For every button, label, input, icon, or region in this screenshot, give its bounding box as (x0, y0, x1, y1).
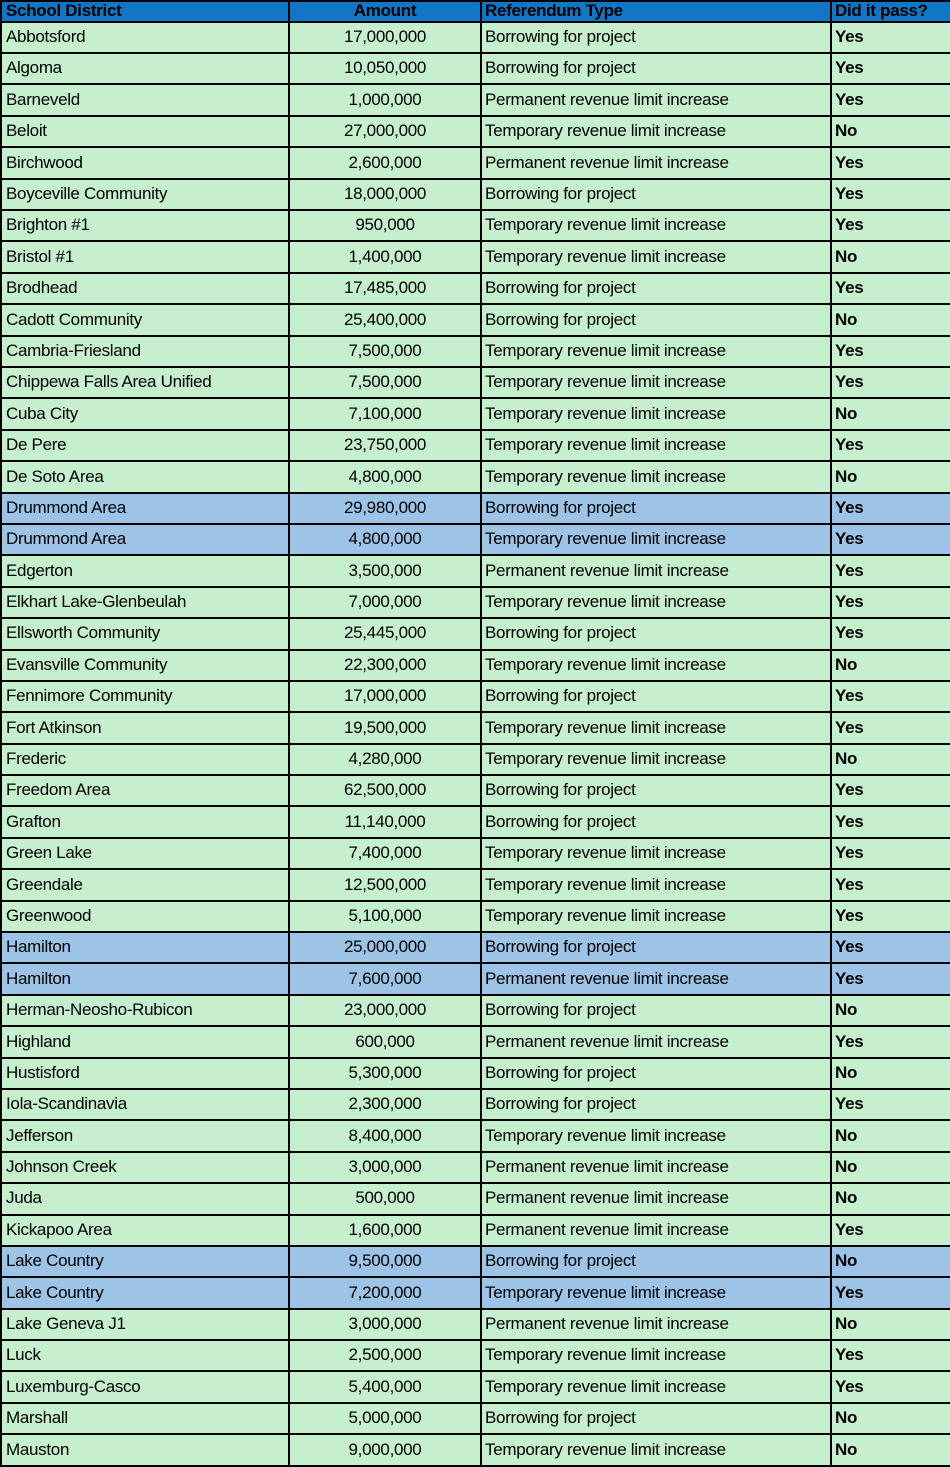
cell-type[interactable]: Temporary revenue limit increase (481, 430, 831, 461)
cell-district[interactable]: Lake Geneva J1 (1, 1309, 289, 1340)
cell-pass[interactable]: Yes (831, 430, 950, 461)
cell-pass[interactable]: Yes (831, 210, 950, 241)
table-row (1, 838, 950, 869)
cell-pass[interactable]: Yes (831, 869, 950, 900)
cell-type[interactable]: Temporary revenue limit increase (481, 367, 831, 398)
cell-type[interactable]: Temporary revenue limit increase (481, 1434, 831, 1466)
cell-pass[interactable]: No (831, 241, 950, 272)
cell-pass[interactable]: No (831, 1058, 950, 1089)
table-row (1, 1340, 950, 1371)
cell-district[interactable]: Herman-Neosho-Rubicon (1, 995, 289, 1026)
cell-pass[interactable]: Yes (831, 84, 950, 115)
cell-district[interactable]: Mauston (1, 1434, 289, 1466)
cell-pass[interactable]: No (831, 995, 950, 1026)
cell-pass[interactable]: Yes (831, 147, 950, 178)
cell-amount[interactable]: 2,500,000 (289, 1340, 481, 1371)
cell-pass[interactable]: No (831, 1183, 950, 1214)
cell-type[interactable]: Temporary revenue limit increase (481, 869, 831, 900)
cell-amount[interactable]: 3,000,000 (289, 1152, 481, 1183)
cell-amount[interactable]: 19,500,000 (289, 712, 481, 743)
cell-pass[interactable]: No (831, 650, 950, 681)
cell-amount[interactable]: 3,000,000 (289, 1309, 481, 1340)
cell-district[interactable]: Green Lake (1, 838, 289, 869)
cell-district[interactable]: Iola-Scandinavia (1, 1089, 289, 1120)
table-row (1, 304, 950, 335)
cell-pass[interactable]: No (831, 1120, 950, 1151)
cell-pass[interactable]: No (831, 1152, 950, 1183)
cell-amount[interactable]: 17,000,000 (289, 22, 481, 53)
cell-amount[interactable]: 2,300,000 (289, 1089, 481, 1120)
table-row (1, 1309, 950, 1340)
cell-type[interactable]: Temporary revenue limit increase (481, 744, 831, 775)
table-row (1, 22, 950, 53)
cell-district[interactable]: Fennimore Community (1, 681, 289, 712)
cell-pass[interactable]: Yes (831, 1277, 950, 1308)
cell-amount[interactable]: 8,400,000 (289, 1120, 481, 1151)
cell-district[interactable]: Lake Country (1, 1277, 289, 1308)
cell-district[interactable]: Algoma (1, 53, 289, 84)
cell-pass[interactable]: No (831, 304, 950, 335)
cell-district[interactable]: Drummond Area (1, 493, 289, 524)
table-row (1, 1246, 950, 1277)
cell-amount[interactable]: 1,400,000 (289, 241, 481, 272)
cell-amount[interactable]: 7,500,000 (289, 336, 481, 367)
table-row (1, 869, 950, 900)
cell-pass[interactable]: Yes (831, 179, 950, 210)
cell-district[interactable]: Evansville Community (1, 650, 289, 681)
cell-pass[interactable]: Yes (831, 493, 950, 524)
cell-pass[interactable]: No (831, 1309, 950, 1340)
cell-pass[interactable]: Yes (831, 775, 950, 806)
cell-district[interactable]: Brodhead (1, 273, 289, 304)
cell-pass[interactable]: Yes (831, 22, 950, 53)
cell-type[interactable]: Borrowing for project (481, 53, 831, 84)
cell-pass[interactable]: Yes (831, 963, 950, 994)
cell-type[interactable]: Temporary revenue limit increase (481, 838, 831, 869)
cell-amount[interactable]: 23,000,000 (289, 995, 481, 1026)
cell-amount[interactable]: 7,600,000 (289, 963, 481, 994)
cell-district[interactable]: Greenwood (1, 901, 289, 932)
cell-type[interactable]: Borrowing for project (481, 618, 831, 649)
table-row (1, 1120, 950, 1151)
cell-pass[interactable]: Yes (831, 273, 950, 304)
table-row (1, 461, 950, 492)
cell-district[interactable]: Boyceville Community (1, 179, 289, 210)
table-row (1, 493, 950, 524)
cell-district[interactable]: Luck (1, 1340, 289, 1371)
table-row (1, 147, 950, 178)
cell-amount[interactable]: 29,980,000 (289, 493, 481, 524)
cell-amount[interactable]: 500,000 (289, 1183, 481, 1214)
cell-pass[interactable]: Yes (831, 336, 950, 367)
cell-district[interactable]: Bristol #1 (1, 241, 289, 272)
column-header-did-it-pass[interactable]: Did it pass? (831, 1, 950, 22)
cell-district[interactable]: Hamilton (1, 932, 289, 963)
cell-type[interactable]: Borrowing for project (481, 932, 831, 963)
cell-type[interactable]: Borrowing for project (481, 304, 831, 335)
cell-type[interactable]: Borrowing for project (481, 806, 831, 837)
cell-type[interactable]: Borrowing for project (481, 775, 831, 806)
cell-amount[interactable]: 17,485,000 (289, 273, 481, 304)
cell-amount[interactable]: 5,000,000 (289, 1403, 481, 1434)
cell-district[interactable]: Highland (1, 1026, 289, 1057)
header-row (1, 1, 950, 22)
cell-district[interactable]: Hustisford (1, 1058, 289, 1089)
cell-amount[interactable]: 7,200,000 (289, 1277, 481, 1308)
cell-district[interactable]: Cambria-Friesland (1, 336, 289, 367)
cell-district[interactable]: Grafton (1, 806, 289, 837)
cell-pass[interactable]: Yes (831, 618, 950, 649)
cell-type[interactable]: Temporary revenue limit increase (481, 116, 831, 147)
cell-type[interactable]: Temporary revenue limit increase (481, 210, 831, 241)
cell-amount[interactable]: 11,140,000 (289, 806, 481, 837)
table-row (1, 618, 950, 649)
table-row (1, 430, 950, 461)
cell-pass[interactable]: No (831, 461, 950, 492)
cell-amount[interactable]: 5,300,000 (289, 1058, 481, 1089)
cell-type[interactable]: Temporary revenue limit increase (481, 461, 831, 492)
table-row (1, 336, 950, 367)
table-row (1, 995, 950, 1026)
cell-district[interactable]: De Soto Area (1, 461, 289, 492)
table-row (1, 744, 950, 775)
table-body (1, 22, 950, 1466)
table-row (1, 273, 950, 304)
cell-district[interactable]: Jefferson (1, 1120, 289, 1151)
cell-type[interactable]: Temporary revenue limit increase (481, 241, 831, 272)
cell-pass[interactable]: Yes (831, 1089, 950, 1120)
cell-pass[interactable]: No (831, 398, 950, 429)
cell-amount[interactable]: 3,500,000 (289, 555, 481, 586)
cell-pass[interactable]: No (831, 116, 950, 147)
cell-district[interactable]: Hamilton (1, 963, 289, 994)
column-header-amount[interactable]: Amount (289, 1, 481, 22)
cell-pass[interactable]: Yes (831, 932, 950, 963)
cell-pass[interactable]: No (831, 744, 950, 775)
cell-type[interactable]: Temporary revenue limit increase (481, 1120, 831, 1151)
cell-district[interactable]: Abbotsford (1, 22, 289, 53)
cell-pass[interactable]: Yes (831, 838, 950, 869)
cell-amount[interactable]: 4,800,000 (289, 524, 481, 555)
table-row (1, 1026, 950, 1057)
table-row (1, 1215, 950, 1246)
table-row (1, 1152, 950, 1183)
cell-district[interactable]: De Pere (1, 430, 289, 461)
cell-type[interactable]: Borrowing for project (481, 493, 831, 524)
cell-pass[interactable]: Yes (831, 1371, 950, 1402)
cell-pass[interactable]: Yes (831, 681, 950, 712)
cell-type[interactable]: Permanent revenue limit increase (481, 84, 831, 115)
table-row (1, 116, 950, 147)
table-row (1, 1183, 950, 1214)
cell-amount[interactable]: 27,000,000 (289, 116, 481, 147)
cell-type[interactable]: Borrowing for project (481, 681, 831, 712)
cell-amount[interactable]: 25,400,000 (289, 304, 481, 335)
cell-amount[interactable]: 1,600,000 (289, 1215, 481, 1246)
cell-amount[interactable]: 62,500,000 (289, 775, 481, 806)
cell-type[interactable]: Borrowing for project (481, 273, 831, 304)
table-header (1, 1, 950, 22)
cell-district[interactable]: Birchwood (1, 147, 289, 178)
cell-type[interactable]: Borrowing for project (481, 179, 831, 210)
cell-type[interactable]: Borrowing for project (481, 995, 831, 1026)
cell-amount[interactable]: 4,280,000 (289, 744, 481, 775)
cell-type[interactable]: Permanent revenue limit increase (481, 147, 831, 178)
cell-type[interactable]: Temporary revenue limit increase (481, 1340, 831, 1371)
cell-district[interactable]: Beloit (1, 116, 289, 147)
cell-district[interactable]: Frederic (1, 744, 289, 775)
table-row (1, 932, 950, 963)
cell-type[interactable]: Temporary revenue limit increase (481, 587, 831, 618)
table-row (1, 367, 950, 398)
table-row (1, 806, 950, 837)
cell-amount[interactable]: 7,500,000 (289, 367, 481, 398)
cell-type[interactable]: Permanent revenue limit increase (481, 555, 831, 586)
cell-district[interactable]: Juda (1, 1183, 289, 1214)
cell-amount[interactable]: 23,750,000 (289, 430, 481, 461)
cell-type[interactable]: Permanent revenue limit increase (481, 1026, 831, 1057)
cell-type[interactable]: Borrowing for project (481, 1058, 831, 1089)
cell-type[interactable]: Temporary revenue limit increase (481, 901, 831, 932)
cell-district[interactable]: Chippewa Falls Area Unified (1, 367, 289, 398)
cell-district[interactable]: Cuba City (1, 398, 289, 429)
table-row (1, 1277, 950, 1308)
cell-type[interactable]: Temporary revenue limit increase (481, 398, 831, 429)
table-row (1, 775, 950, 806)
cell-amount[interactable]: 1,000,000 (289, 84, 481, 115)
cell-district[interactable]: Kickapoo Area (1, 1215, 289, 1246)
cell-type[interactable]: Temporary revenue limit increase (481, 1277, 831, 1308)
table-row (1, 681, 950, 712)
cell-type[interactable]: Permanent revenue limit increase (481, 1215, 831, 1246)
cell-type[interactable]: Borrowing for project (481, 22, 831, 53)
table-row (1, 901, 950, 932)
cell-type[interactable]: Borrowing for project (481, 1089, 831, 1120)
cell-pass[interactable]: Yes (831, 524, 950, 555)
table-row (1, 555, 950, 586)
cell-pass[interactable]: Yes (831, 555, 950, 586)
cell-amount[interactable]: 10,050,000 (289, 53, 481, 84)
cell-amount[interactable]: 2,600,000 (289, 147, 481, 178)
cell-amount[interactable]: 22,300,000 (289, 650, 481, 681)
cell-district[interactable]: Drummond Area (1, 524, 289, 555)
cell-pass[interactable]: Yes (831, 901, 950, 932)
cell-district[interactable]: Greendale (1, 869, 289, 900)
cell-amount[interactable]: 25,445,000 (289, 618, 481, 649)
table-row (1, 1089, 950, 1120)
table-row (1, 963, 950, 994)
table-row (1, 1371, 950, 1402)
cell-district[interactable]: Ellsworth Community (1, 618, 289, 649)
table-row (1, 179, 950, 210)
table-row (1, 1403, 950, 1434)
cell-district[interactable]: Johnson Creek (1, 1152, 289, 1183)
cell-type[interactable]: Temporary revenue limit increase (481, 336, 831, 367)
table-row (1, 210, 950, 241)
cell-type[interactable]: Permanent revenue limit increase (481, 1152, 831, 1183)
cell-pass[interactable]: Yes (831, 53, 950, 84)
cell-district[interactable]: Freedom Area (1, 775, 289, 806)
cell-type[interactable]: Permanent revenue limit increase (481, 963, 831, 994)
cell-pass[interactable]: Yes (831, 1215, 950, 1246)
table-row (1, 587, 950, 618)
table-row (1, 650, 950, 681)
cell-type[interactable]: Borrowing for project (481, 1403, 831, 1434)
cell-type[interactable]: Borrowing for project (481, 1246, 831, 1277)
cell-district[interactable]: Lake Country (1, 1246, 289, 1277)
table-row (1, 241, 950, 272)
cell-amount[interactable]: 4,800,000 (289, 461, 481, 492)
cell-amount[interactable]: 5,100,000 (289, 901, 481, 932)
cell-pass[interactable]: No (831, 1403, 950, 1434)
cell-district[interactable]: Barneveld (1, 84, 289, 115)
cell-pass[interactable]: Yes (831, 1026, 950, 1057)
cell-district[interactable]: Fort Atkinson (1, 712, 289, 743)
cell-pass[interactable]: No (831, 1246, 950, 1277)
cell-pass[interactable]: Yes (831, 587, 950, 618)
cell-type[interactable]: Permanent revenue limit increase (481, 1309, 831, 1340)
cell-district[interactable]: Cadott Community (1, 304, 289, 335)
column-header-school-district[interactable]: School District (1, 1, 289, 22)
cell-pass[interactable]: No (831, 1434, 950, 1466)
cell-pass[interactable]: Yes (831, 712, 950, 743)
cell-amount[interactable]: 9,500,000 (289, 1246, 481, 1277)
cell-type[interactable]: Permanent revenue limit increase (481, 1183, 831, 1214)
column-header-referendum-type[interactable]: Referendum Type (481, 1, 831, 22)
cell-amount[interactable]: 17,000,000 (289, 681, 481, 712)
table-row (1, 1058, 950, 1089)
table-row (1, 712, 950, 743)
cell-district[interactable]: Elkhart Lake-Glenbeulah (1, 587, 289, 618)
cell-amount[interactable]: 7,400,000 (289, 838, 481, 869)
cell-amount[interactable]: 25,000,000 (289, 932, 481, 963)
cell-district[interactable]: Brighton #1 (1, 210, 289, 241)
cell-amount[interactable]: 7,000,000 (289, 587, 481, 618)
cell-type[interactable]: Temporary revenue limit increase (481, 1371, 831, 1402)
table-row (1, 53, 950, 84)
cell-amount[interactable]: 9,000,000 (289, 1434, 481, 1466)
cell-district[interactable]: Marshall (1, 1403, 289, 1434)
table-row (1, 398, 950, 429)
cell-pass[interactable]: Yes (831, 806, 950, 837)
cell-district[interactable]: Luxemburg-Casco (1, 1371, 289, 1402)
cell-type[interactable]: Temporary revenue limit increase (481, 524, 831, 555)
table-row (1, 1434, 950, 1466)
cell-pass[interactable]: Yes (831, 367, 950, 398)
cell-district[interactable]: Edgerton (1, 555, 289, 586)
cell-amount[interactable]: 950,000 (289, 210, 481, 241)
cell-type[interactable]: Temporary revenue limit increase (481, 650, 831, 681)
cell-type[interactable]: Temporary revenue limit increase (481, 712, 831, 743)
cell-pass[interactable]: Yes (831, 1340, 950, 1371)
cell-amount[interactable]: 18,000,000 (289, 179, 481, 210)
cell-amount[interactable]: 7,100,000 (289, 398, 481, 429)
cell-amount[interactable]: 12,500,000 (289, 869, 481, 900)
cell-amount[interactable]: 600,000 (289, 1026, 481, 1057)
cell-amount[interactable]: 5,400,000 (289, 1371, 481, 1402)
table-row (1, 84, 950, 115)
table-row (1, 524, 950, 555)
